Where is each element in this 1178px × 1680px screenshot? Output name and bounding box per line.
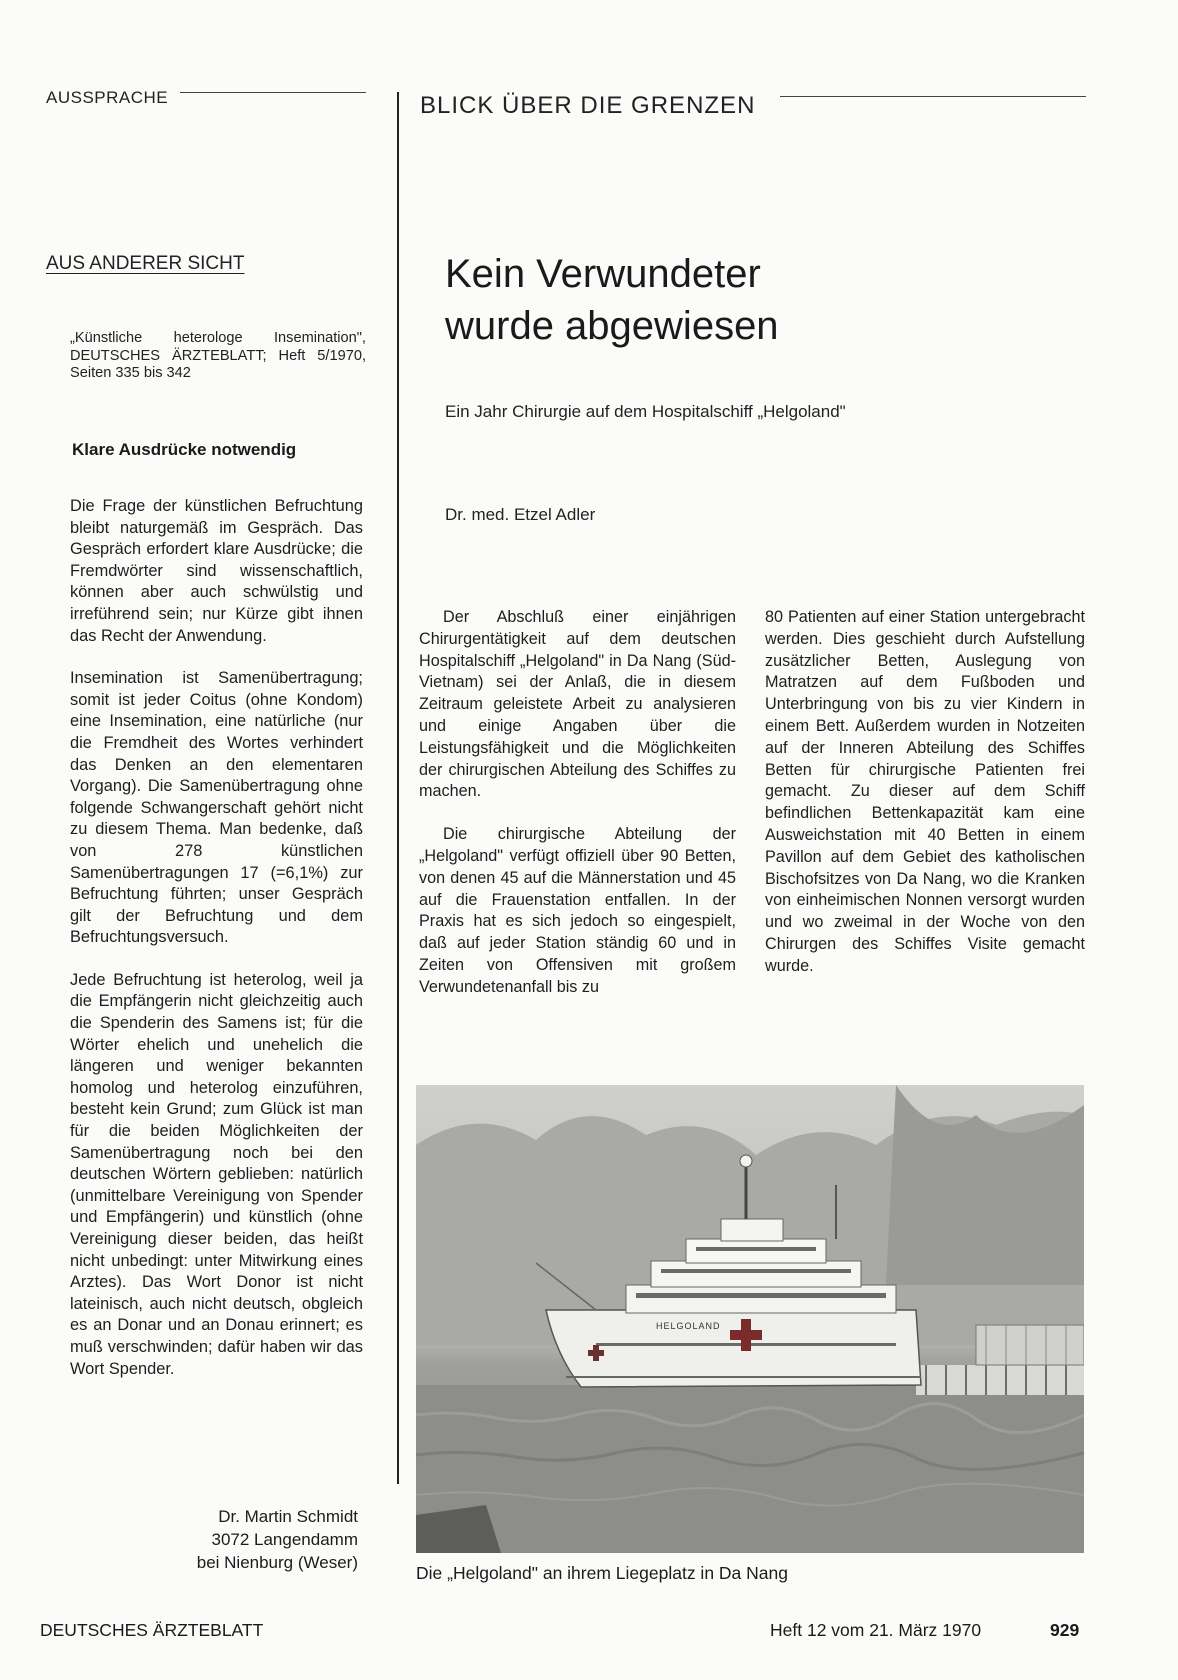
article-title-line1: Kein Verwundeter — [445, 252, 761, 296]
article-title-line2: wurde abgewiesen — [445, 304, 779, 348]
author-city: bei Nienburg (Weser) — [196, 1553, 358, 1572]
section-label-blick: BLICK ÜBER DIE GRENZEN — [420, 92, 756, 119]
author-address: 3072 Langendamm — [211, 1530, 358, 1549]
article-paragraph: Die chirurgische Abteilung der „Helgoland" verfügt offiziell über 90 Betten, von denen 45 auf die Männerstation und 45 auf die Frauenstation entfallen. In der Praxis hat es sich jedoch so eingespielt, daß auf jeder Station ständig 60 und in Zeiten von Offensiven mit großem Verwundetenanfall bis zu — [419, 825, 736, 996]
footer-journal: DEUTSCHES ÄRZTEBLATT — [40, 1620, 264, 1640]
header-rule-right — [780, 96, 1086, 97]
column-divider — [397, 92, 399, 1484]
left-paragraph: Insemination ist Samenübertragung; somit ist jeder Coitus (ohne Kondom) eine Insemination, eine natürliche (nur die Fremdheit des Wortes verhindert das Denken an den elementaren Vorgang). Die Samenübertragung ohne folgende Schwangerschaft gehört nicht zu diesem Thema. Man bedenke, daß von 278 künstlichen Samenübertragungen 17 (=6,1%) zur Befruchtung führten; unser Gespräch gilt der Befruchtung und dem Befruchtungsversuch. — [70, 669, 363, 947]
article-paragraph: 80 Patienten auf einer Station untergebracht werden. Dies geschieht durch Aufstellung zusätzlicher Betten, Auslegung von Matratzen auf dem Fußboden und Unterbringung von bis zu vier Kindern in einem Bett. Außerdem wurden in Notzeiten auf der Inneren Abteilung des Schiffes Betten für chirurgische Patienten frei gemacht. Zu dieser auf dem Schiff befindlichen Bettenkapazität kam eine Ausweichstation mit 40 Betten in einem Pavillon auf dem Gebiet des katholischen Bischofsitzes von Da Nang, wo die Kranken von einheimischen Nonnen versorgt wurden und wo zweimal in der Woche von den Chirurgen des Schiffes Visite gemacht wurde. — [765, 608, 1085, 975]
left-section-title: AUS ANDERER SICHT — [46, 253, 245, 274]
section-label-aussprache: AUSSPRACHE — [46, 88, 169, 107]
page-number: 929 — [1050, 1620, 1080, 1640]
pier — [916, 1365, 1084, 1395]
article-column-2 — [765, 607, 1085, 978]
reference-citation: „Künstliche heterologe Insemination", DEUTSCHES ÄRZTEBLATT; Heft 5/1970, Seiten 335 bis 342 — [70, 330, 366, 381]
ship-hull — [546, 1310, 921, 1387]
left-author-block — [158, 1505, 358, 1574]
article-subtitle: Ein Jahr Chirurgie auf dem Hospitalschiff „Helgoland" — [445, 402, 846, 421]
article-paragraph: Der Abschluß einer einjährigen Chirurgentätigkeit auf dem deutschen Hospitalschiff „Helgoland" in Da Nang (Süd-Vietnam) sei der Anlaß, die in diesem Zeitraum geleistete Arbeit zu analysieren und einige Angaben über die Leistungsfähigkeit und die Möglichkeiten der chirurgischen Abteilung des Schiffes zu machen. — [419, 608, 736, 801]
article-column-1 — [419, 607, 736, 999]
left-heading: Klare Ausdrücke notwendig — [72, 440, 297, 459]
left-body — [70, 496, 363, 1380]
ship-illustration — [416, 1085, 1084, 1553]
article-author: Dr. med. Etzel Adler — [445, 505, 596, 524]
photo-caption: Die „Helgoland" an ihrem Liegeplatz in Da Nang — [416, 1563, 788, 1583]
ship-photo — [416, 1085, 1084, 1553]
author-name: Dr. Martin Schmidt — [218, 1507, 358, 1526]
left-paragraph: Jede Befruchtung ist heterolog, weil ja die Empfängerin nicht gleichzeitig auch die Spenderin des Samens ist; für die Wörter ehelich und unehelich die längeren und weniger bekannten homolog und heterolog einzuführen, besteht kein Grund; zum Glück ist man für die beiden Möglichkeiten der Samenübertragung noch bei den deutschen Wörtern geblieben: natürlich (unmittelbare Vereinigung von Spender und Empfängerin) und künstlich (ohne Vereinigung dieser beiden, das heißt nicht unbedingt: unter Mitwirkung eines Arztes). Das Wort Donor ist nicht lateinisch, auch nicht deutsch, obgleich es an Donar und an Donau erinnert; es muß verschwinden; dafür haben wir das Wort Spender. — [70, 970, 363, 1378]
ship-name-text: HELGOLAND — [656, 1321, 721, 1331]
header-rule-left — [180, 92, 366, 93]
footer-issue: Heft 12 vom 21. März 1970 — [770, 1620, 982, 1640]
left-paragraph: Die Frage der künstlichen Befruchtung bleibt naturgemäß im Gespräch. Das Gespräch erfordert klare Ausdrücke; die Fremdwörter sind wissenschaftlich, können aber auch schwülstig und irreführend sein; nur Kürze gibt ihnen das Recht der Anwendung. — [70, 497, 363, 645]
